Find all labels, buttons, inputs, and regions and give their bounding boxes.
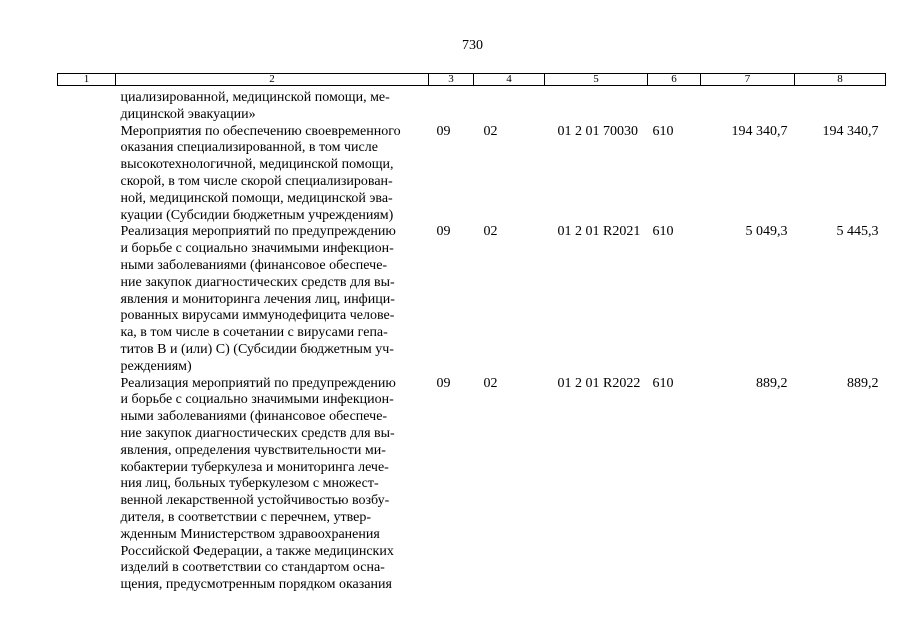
table-row	[58, 86, 886, 124]
column-header: 2	[116, 74, 429, 86]
table-row	[58, 224, 886, 375]
table-cell-empty	[58, 224, 116, 375]
row-name: циализированной, медицинской помощи, ме- дицинской эвакуации»	[120, 90, 390, 122]
table-cell-empty	[58, 86, 116, 124]
row-amount-year1: 889,2	[756, 375, 788, 391]
row-subsection: 02	[483, 375, 498, 391]
row-amount-year2	[795, 86, 886, 124]
row-name: Мероприятия по обеспечению своевременного оказания специализированной, в том числе высокотехнологичной, медицинской помощи, скорой, в том числе скорой специализирован- ной, медицинской помощи, медицинской эва- куации (Субсидии бюджетным учреждениям)	[120, 123, 401, 223]
row-target-article	[545, 86, 648, 124]
row-expense-type	[648, 86, 701, 124]
row-name: Реализация мероприятий по предупреждению и борьбе с социально значимыми инфекцион- ными заболеваниями (финансовое обеспече- ние закупок диагностических средств для вы- явления, определения чувствительности ми- кобактерии туберкулеза и мониторинга лече- ния лиц, больных туберкулезом с множест- венной лекарственной устойчивостью возбу- дителя, в соответствии с перечнем, утвер- жденным Министерством здравоохранения Российской Федерации, а также медицинских изделий в соответствии со стандартом осна- щения, предусмотренным порядком оказания	[120, 375, 396, 593]
column-header: 3	[429, 74, 474, 86]
column-header: 4	[474, 74, 545, 86]
row-target-article: 01 2 01 R2022	[557, 375, 641, 391]
row-section: 09	[436, 375, 451, 391]
row-amount-year1: 194 340,7	[731, 123, 788, 139]
row-amount-year2: 5 445,3	[836, 224, 879, 240]
row-name: Реализация мероприятий по предупреждению и борьбе с социально значимыми инфекцион- ными заболеваниями (финансовое обеспече- ние закупок диагностических средств для вы- явления и мониторинга лечения лиц, инфици- рованных вирусами иммунодефицита челове- ка, в том числе в сочетании с вирусами гепа- титов В и (или) С) (Субсидии бюджетным уч- реждениям)	[120, 224, 396, 374]
row-subsection	[474, 86, 545, 124]
column-header: 8	[795, 74, 886, 86]
row-section: 09	[436, 123, 451, 139]
table-row	[58, 376, 886, 594]
column-number-row	[58, 74, 886, 86]
column-header: 7	[701, 74, 795, 86]
row-section: 09	[436, 224, 451, 240]
row-amount-year2: 889,2	[847, 375, 879, 391]
budget-table	[57, 73, 886, 594]
row-target-article: 01 2 01 70030	[557, 123, 638, 139]
row-section	[429, 86, 474, 124]
row-amount-year2: 194 340,7	[822, 123, 879, 139]
column-header: 6	[648, 74, 701, 86]
row-subsection: 02	[483, 123, 498, 139]
column-header: 5	[545, 74, 648, 86]
page-number: 730	[462, 38, 483, 53]
row-subsection: 02	[483, 224, 498, 240]
table-row	[58, 124, 886, 225]
row-amount-year1	[701, 86, 795, 124]
row-expense-type: 610	[652, 123, 674, 139]
row-expense-type: 610	[652, 375, 674, 391]
table-cell-empty	[58, 376, 116, 594]
table-cell-empty	[58, 124, 116, 225]
row-expense-type: 610	[652, 224, 674, 240]
row-amount-year1: 5 049,3	[745, 224, 788, 240]
column-header: 1	[58, 74, 116, 86]
row-target-article: 01 2 01 R2021	[557, 224, 641, 240]
